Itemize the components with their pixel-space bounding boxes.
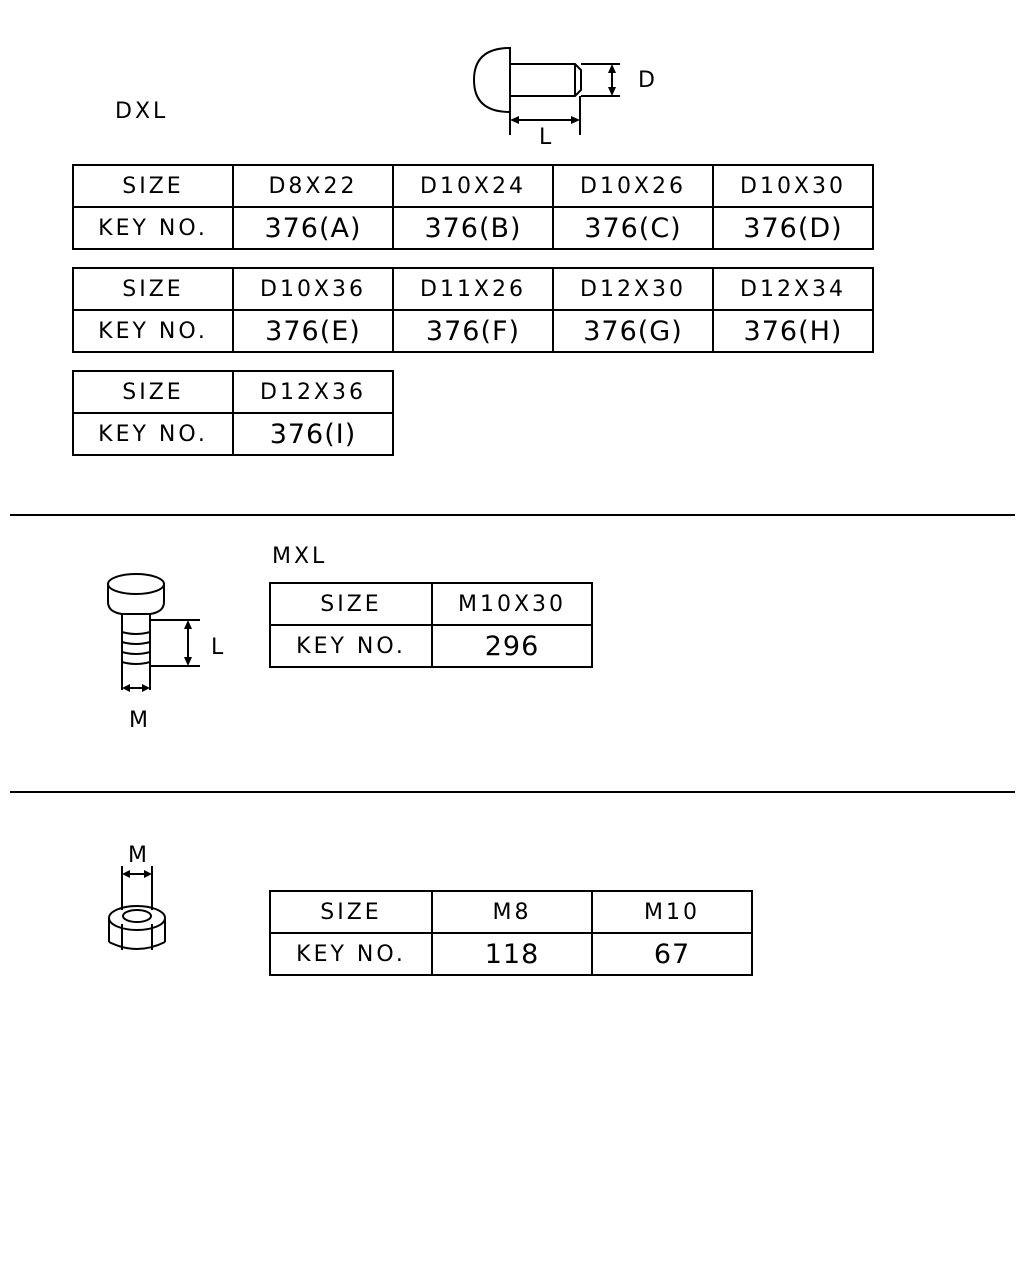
size-cell: D12X36	[233, 371, 393, 413]
bolt-size-heading: MXL	[272, 544, 328, 569]
size-cell: D10X26	[553, 165, 713, 207]
key-number-cell: 376(A)	[233, 207, 393, 249]
size-cell: M8	[432, 891, 592, 933]
key-header-cell: KEY NO.	[73, 207, 233, 249]
bolt-size-table	[269, 582, 593, 668]
section-divider	[10, 514, 1015, 516]
bolt-dimension-l-label: L	[211, 635, 227, 660]
key-number-cell: 376(I)	[233, 413, 393, 455]
size-cell: D10X30	[713, 165, 873, 207]
key-header-cell: KEY NO.	[270, 933, 432, 975]
size-header-cell: SIZE	[270, 583, 432, 625]
key-header-cell: KEY NO.	[73, 310, 233, 352]
bolt-dimension-m-label: M	[129, 708, 151, 733]
size-cell: M10	[592, 891, 752, 933]
key-number-cell: 376(B)	[393, 207, 553, 249]
key-number-cell: 376(D)	[713, 207, 873, 249]
key-header-cell: KEY NO.	[73, 413, 233, 455]
table-row	[73, 268, 873, 310]
size-cell: D12X34	[713, 268, 873, 310]
table-row	[270, 891, 752, 933]
key-number-cell: 376(E)	[233, 310, 393, 352]
section-divider	[10, 791, 1015, 793]
size-cell: D8X22	[233, 165, 393, 207]
table-row	[73, 165, 873, 207]
size-header-cell: SIZE	[73, 165, 233, 207]
nut-dimension-m-label: M	[128, 843, 150, 868]
size-cell: D10X36	[233, 268, 393, 310]
size-header-cell: SIZE	[73, 371, 233, 413]
rivet-size-table-3	[72, 370, 394, 456]
size-cell: D10X24	[393, 165, 553, 207]
size-cell: M10X30	[432, 583, 592, 625]
key-number-cell: 376(G)	[553, 310, 713, 352]
nut-size-table	[269, 890, 753, 976]
rivet-size-table-1	[72, 164, 874, 250]
key-number-cell: 376(C)	[553, 207, 713, 249]
table-row	[270, 625, 592, 667]
key-number-cell: 296	[432, 625, 592, 667]
table-row	[73, 371, 393, 413]
rivet-drawing	[460, 40, 660, 160]
rivet-dimension-l-label: L	[539, 125, 555, 150]
key-number-cell: 118	[432, 933, 592, 975]
table-row	[73, 413, 393, 455]
table-row	[73, 207, 873, 249]
size-header-cell: SIZE	[270, 891, 432, 933]
size-cell: D12X30	[553, 268, 713, 310]
size-cell: D11X26	[393, 268, 553, 310]
rivet-size-table-2	[72, 267, 874, 353]
rivet-dimension-d-label: D	[638, 68, 658, 93]
nut-drawing	[100, 860, 180, 960]
key-number-cell: 67	[592, 933, 752, 975]
rivet-size-heading: DXL	[115, 99, 169, 124]
key-number-cell: 376(H)	[713, 310, 873, 352]
size-header-cell: SIZE	[73, 268, 233, 310]
key-number-cell: 376(F)	[393, 310, 553, 352]
key-header-cell: KEY NO.	[270, 625, 432, 667]
table-row	[270, 933, 752, 975]
table-row	[270, 583, 592, 625]
table-row	[73, 310, 873, 352]
